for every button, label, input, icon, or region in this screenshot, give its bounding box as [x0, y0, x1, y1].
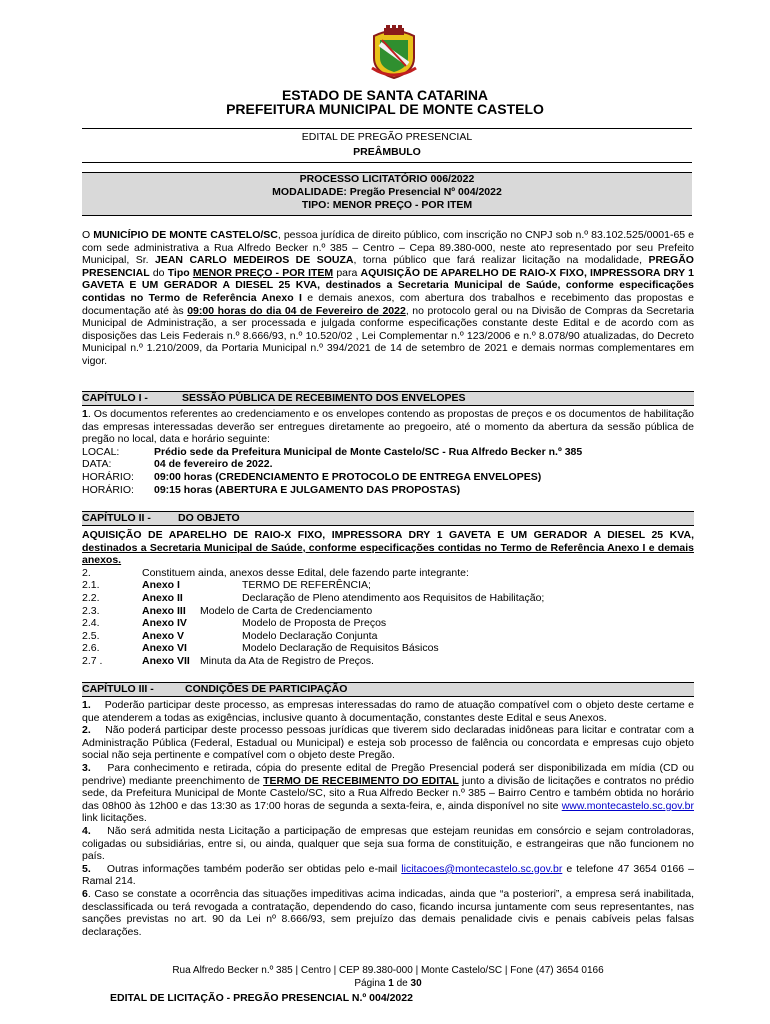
footer: [82, 964, 694, 990]
email-link[interactable]: licitacoes@montecastelo.sc.gov.br: [401, 862, 563, 875]
annex-row: 2.2. Anexo II Declaração de Pleno atendimento aos Requisitos de Habilitação;: [82, 591, 545, 604]
process-box: [82, 172, 692, 216]
process-type: TIPO: MENOR PREÇO - POR ITEM: [301, 199, 473, 211]
state-title: ESTADO DE SANTA CATARINA: [281, 87, 489, 103]
annex-row: 2.4. Anexo IV Modelo de Proposta de Preços: [82, 617, 387, 630]
page-number: Página 1 de 30: [354, 978, 422, 989]
session-row: DATA: 04 de fevereiro de 2022.: [82, 458, 273, 471]
divider: [82, 162, 692, 163]
annex-row: 2.1. Anexo I TERMO DE REFERÊNCIA;: [82, 579, 371, 592]
annex-row: 2.3. Anexo III Modelo de Carta de Credenciamento: [82, 604, 373, 617]
divider: [82, 128, 692, 129]
footer-title: EDITAL DE LICITAÇÃO - PREGÃO PRESENCIAL N.º 004/2022: [110, 992, 413, 1004]
chapter-3-body: 1. Poderão participar deste processo, as empresas interessadas do ramo de atuação compatível com o objeto deste certame e que atenderem a todas as exigências, inclusive quanto à documentação, constantes deste Edital e seus Anexos. 2. Não poderá participar deste processo pessoas jurídicas que tiverem sido declaradas inidôneas para licitar e contratar com a Administração Pública (Federal, Estadual ou Municipal) e esteja sob processo de falência ou concordata e empresas cujo objeto social não seja pertinente e compatível com o objeto deste Pregão. 3. Para conhecimento e retirada, cópia do presente edital de Pregão Presencial poderá ser disponibilizada em mídia (CD ou pendrive) mediante preenchimento de TERMO DE RECEBIMENTO DO EDITAL junto a divisão de licitações e contratos no prédio sede, da Prefeitura Municipal de Monte Castelo/SC, sito a Rua Alfredo Becker n.º 385 – Bairro Centro e também obtida no horário das 08h00 às 12h00 e das 13:30 as 17:00 horas de segunda a sexta-feira, e, ainda disponível no site www.montecastelo.sc.gov.br link licitações. 4. Não será admitida nesta Licitação a participação de empresas que estejam reunidas em consórcio e sejam controladoras, coligadas ou subsidiárias, entre si, ou ainda, qualquer que seja sua forma de constituição, e estrangeiras que não funcionem no país. 5. Outras informações também poderão ser obtidas pelo e-mail licitacoes@montecastelo.sc.gov.br e telefone 47 3654 0166 – Ramal 214. 6. Caso se constate a ocorrência das situações impeditivas acima indicadas, ainda que “a posteriori”, a empresa será inabilitada, desclassificada ou terá revogada a contratação, dependendo do caso, ficando incursa juntamente com seus representantes, nas sanções previstas no art. 90 da Lei nº 8.666/93, sem prejuízo das demais penalidade civis e penais cabíveis pelas falsas declarações.: [82, 699, 695, 938]
chapter-2-body: AQUISIÇÃO DE APARELHO DE RAIO-X FIXO, IMPRESSORA DRY 1 GAVETA E UM GERADOR A DIESEL 25 KVA, destinados a Secretaria Municipal de Saúde, conforme especificações contidas no Termo de Referência Anexo I e demais anexos. 2. Constituem ainda, anexos desse Edital, dele fazendo parte integrante: 2.1. Anexo I TERMO DE REFERÊNCIA; 2.2. Anexo II Declaração de Pleno atendimento aos Requisitos de Habilitação; 2.3. Anexo III Modelo de Carta de Credenciamento 2.4. Anexo IV Modelo de Proposta de Preços 2.5. Anexo V Modelo Declaração Conjunta 2.6. Anexo VI Modelo Declaração de Requisitos Básicos 2.7 . Anexo VII Minuta da Ata de Registro de Preços.: [82, 529, 694, 667]
annex-row: 2.6. Anexo VI Modelo Declaração de Requisitos Básicos: [82, 642, 439, 655]
process-modality: MODALIDADE: Pregão Presencial Nº 004/2022: [272, 186, 502, 198]
chapter-1-body: 1. Os documentos referentes ao credenciamento e os envelopes contendo as propostas de preços e os documentos de habilitação das empresas interessadas deverão ser entregues diretamente ao pregoeiro, até o momento da abertura da sessão pública de pregão no local, data e horário seguinte: LOCAL: Prédio sede da Prefeitura Municipal de Monte Castelo/SC - Rua Alfredo Becker n.º 385 DATA: 04 de fevereiro de 2022. HORÁRIO: 09:00 horas (CREDENCIAMENTO E PROTOCOLO DE ENTREGA ENVELOPES) HORÁRIO: 09:15 horas (ABERTURA E JULGAMENTO DAS PROPOSTAS): [82, 408, 694, 496]
preamble-title: PREÂMBULO: [353, 146, 421, 158]
coat-of-arms-icon: [370, 22, 418, 80]
annex-row: 2.7 . Anexo VII Minuta da Ata de Registro de Preços.: [82, 654, 374, 667]
edital-title: EDITAL DE PREGÃO PRESENCIAL: [301, 131, 473, 143]
chapter-1-heading: CAPÍTULO I - SESSÃO PÚBLICA DE RECEBIMENTO DOS ENVELOPES: [82, 391, 694, 406]
chapter-2-heading: CAPÍTULO II - DO OBJETO: [82, 511, 694, 526]
footer-address: Rua Alfredo Becker n.º 385 | Centro | CEP 89.380-000 | Monte Castelo/SC | Fone (47) 3654 0166: [172, 965, 604, 976]
session-row: HORÁRIO: 09:00 horas (CREDENCIAMENTO E PROTOCOLO DE ENTREGA ENVELOPES): [82, 470, 542, 483]
website-link[interactable]: www.montecastelo.sc.gov.br: [561, 799, 694, 812]
preamble-paragraph: O MUNICÍPIO DE MONTE CASTELO/SC, pessoa jurídica de direito público, com inscrição no CNPJ sob n.º 83.102.525/0001-65 e com sede administrativa a Rua Alfredo Becker n.º 385 – Centro – Cepa 89.380-000, neste ato representado por seu Prefeito Municipal, Sr. JEAN CARLO MEDEIROS DE SOUZA, torna público que fará realizar licitação na modalidade, PREGÃO PRESENCIAL do Tipo MENOR PREÇO - POR ITEM para AQUISIÇÃO DE APARELHO DE RAIO-X FIXO, IMPRESSORA DRY 1 GAVETA E UM GERADOR A DIESEL 25 KVA, destinados a Secretaria Municipal de Saúde, conforme especificações contidas no Termo de Referência Anexo I e demais anexos, com abertura dos trabalhos e recebimento das propostas e documentação até às 09:00 horas do dia 04 de Fevereiro de 2022, no protocolo geral ou na Divisão de Compras da Secretaria Municipal de Administração, a ser processada e julgada conforme especificações constante deste Edital e de acordo com as disposições das Leis Federais n.º 8.666/93, n.º 10.520/02 , Lei Complementar n.º 123/2006 e n.º 8.078/90 atualizadas, do Decreto Municipal n.º 1.210/2009, da Portaria Municipal n.º 394/2021 de 14 de setembro de 2021 e demais normas complementares em vigor.: [82, 229, 695, 367]
session-row: LOCAL: Prédio sede da Prefeitura Municipal de Monte Castelo/SC - Rua Alfredo Becker n.º 385: [82, 445, 583, 458]
chapter-3-heading: CAPÍTULO III - CONDIÇÕES DE PARTICIPAÇÃO: [82, 682, 694, 697]
session-row: HORÁRIO: 09:15 horas (ABERTURA E JULGAMENTO DAS PROPOSTAS): [82, 483, 461, 496]
annex-row: 2.5. Anexo V Modelo Declaração Conjunta: [82, 629, 378, 642]
prefecture-title: PREFEITURA MUNICIPAL DE MONTE CASTELO: [226, 101, 544, 117]
process-number: PROCESSO LICITATÓRIO 006/2022: [299, 173, 475, 185]
